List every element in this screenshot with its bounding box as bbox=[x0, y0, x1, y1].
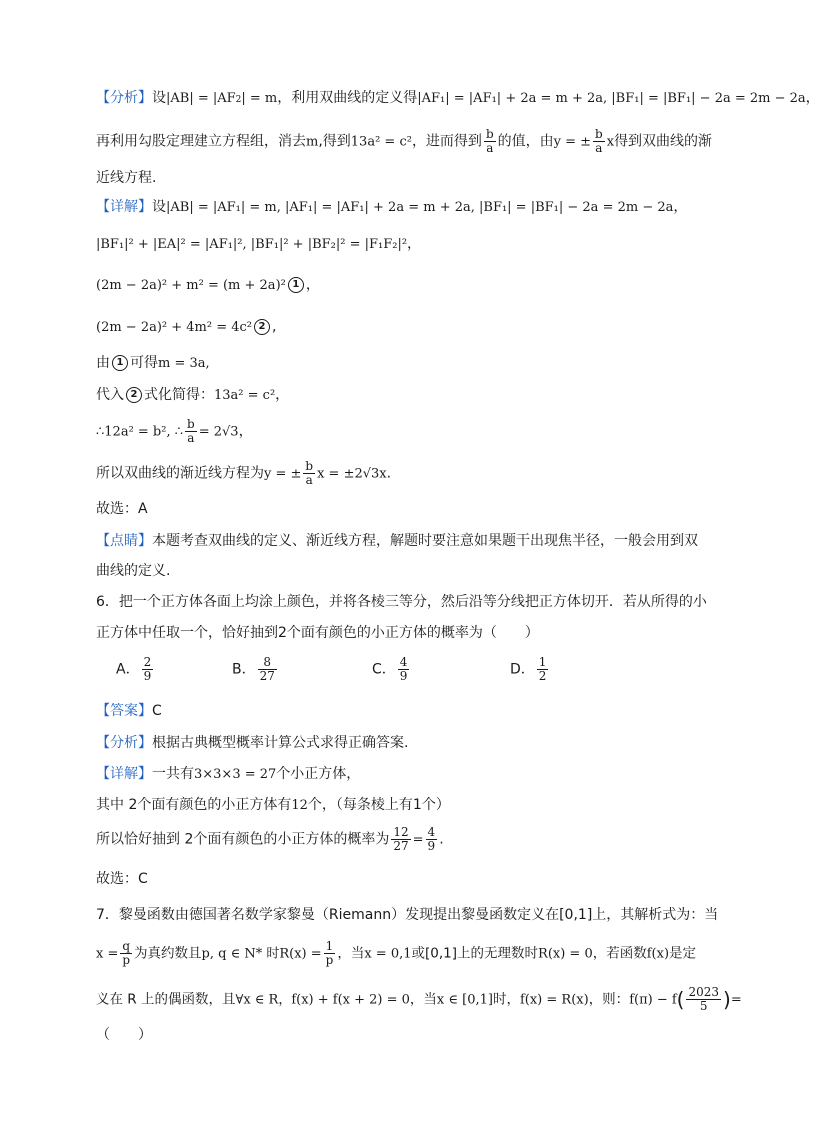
choice-6: 故选：C bbox=[96, 871, 148, 887]
answer-6: 【答案】C bbox=[96, 703, 162, 719]
question-6-line-1: 6．把一个正方体各面上均涂上颜色，并将各棱三等分，然后沿等分线把正方体切开．若从所得的小 bbox=[96, 594, 707, 610]
circled-number-1: 1 bbox=[288, 277, 304, 293]
circled-number-2: 2 bbox=[254, 319, 270, 335]
fraction-b-a: $\frac{b}{a}$ bbox=[485, 127, 494, 155]
detail-line-6: 代入 2 式化简得：13a² = c²， bbox=[96, 387, 290, 403]
question-7-line-4: （ ） bbox=[96, 1027, 152, 1043]
detail-line-8: 所以双曲线的渐近线方程为y = ± $\frac{b}{a}$ x = ±2√3x. bbox=[96, 459, 392, 487]
comment-tag: 【点睛】 bbox=[96, 533, 152, 549]
option-d[interactable]: D． $\frac{1}{2}$ bbox=[510, 655, 547, 683]
comment-line-2: 曲线的定义. bbox=[96, 563, 171, 579]
detail-line-2: |BF₁|² + |EA|² = |AF₁|², |BF₁|² + |BF₂|² = |F₁F₂|²， bbox=[96, 236, 422, 252]
analysis-line-1: 【分析】设|AB| = |AF2| = m，利用双曲线的定义得|AF₁| = |AF₁| + 2a = m + 2a, |BF₁| = |BF₁| − 2a = 2m − 2a， bbox=[96, 90, 820, 106]
analysis-line-3: 近线方程. bbox=[96, 170, 157, 186]
analysis-tag: 【分析】 bbox=[96, 90, 152, 106]
equation-1: (2m − 2a)² + m² = (m + 2a)² 1 ， bbox=[96, 277, 320, 293]
detail-line-1: 【详解】设|AB| = |AF₁| = m, |AF₁| = |AF₁| + 2a = m + 2a, |BF₁| = |BF₁| − 2a = 2m − 2a， bbox=[96, 199, 688, 215]
option-c[interactable]: C． $\frac{4}{9}$ bbox=[372, 655, 408, 683]
question-7-line-1: 7．黎曼函数由德国著名数学家黎曼（Riemann）发现提出黎曼函数定义在[0,1]上，其解析式为：当 bbox=[96, 907, 719, 923]
analysis-6: 【分析】根据古典概型概率计算公式求得正确答案. bbox=[96, 735, 409, 751]
detail-6-line-2: 其中 2个面有颜色的小正方体有12个，（每条棱上有1个） bbox=[96, 797, 450, 813]
option-a[interactable]: A． $\frac{2}{9}$ bbox=[116, 655, 152, 683]
question-6-line-2: 正方体中任取一个，恰好抽到2个面有颜色的小正方体的概率为（ ） bbox=[96, 625, 539, 641]
option-b[interactable]: B． $\frac{8}{27}$ bbox=[232, 655, 275, 683]
comment-line-1: 【点睛】本题考查双曲线的定义、渐近线方程，解题时要注意如果题干出现焦半径，一般会用到双 bbox=[96, 533, 698, 549]
choice-line: 故选：A bbox=[96, 501, 148, 517]
detail-tag: 【详解】 bbox=[96, 199, 152, 215]
detail-6-line-3: 所以恰好抽到 2个面有颜色的小正方体的概率为 $\frac{12}{27}$ = $\frac{4}{9}$ . bbox=[96, 825, 444, 853]
question-7-line-2: x = $\frac{q}{p}$ 为真约数且p, q ∈ N* 时R(x) = $\frac{1}{p}$ ，当x = 0,1或[0,1]上的无理数时R(x) = 0，若函数f(x)是定 bbox=[96, 939, 697, 967]
detail-line-7: ∴12a² = b², ∴ $\frac{b}{a}$ = 2√3， bbox=[96, 417, 253, 445]
equation-2: (2m − 2a)² + 4m² = 4c² 2 , bbox=[96, 319, 277, 335]
analysis-line-2: 再利用勾股定理建立方程组，消去m,得到13a² = c²，进而得到 $\frac{b}{a}$ 的值，由y = ± $\frac{b}{a}$ x得到双曲线的渐 bbox=[96, 127, 713, 155]
detail-line-5: 由 1 可得m = 3a, bbox=[96, 355, 210, 371]
detail-6-line-1: 【详解】一共有3×3×3 = 27个小正方体， bbox=[96, 766, 361, 782]
question-7-line-3: 义在 R 上的偶函数，且∀x ∈ R，f(x) + f(x + 2) = 0，当x ∈ [0,1]时，f(x) = R(x)，则：f(π) − f( $\frac{2023}{5}$ )= bbox=[96, 985, 742, 1013]
